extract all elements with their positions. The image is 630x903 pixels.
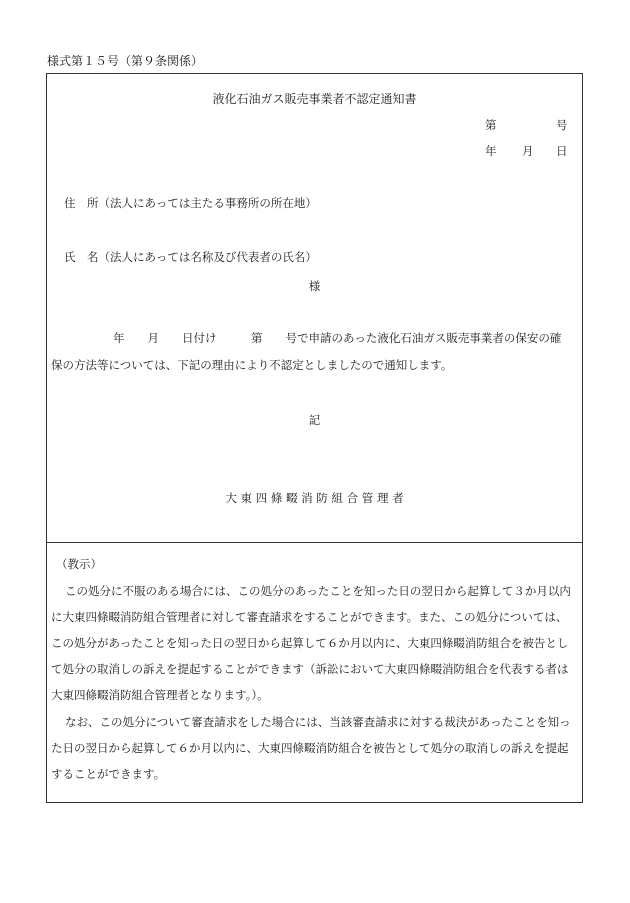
instruction-box: [46, 543, 583, 803]
notice-main-box: [46, 73, 583, 543]
address-label: 住 所（法人にあっては主たる事務所の所在地）: [64, 196, 317, 210]
issuer-name: 大 東 四 條 畷 消 防 組 合 管 理 者: [225, 491, 404, 505]
instruction-heading: （教示）: [56, 557, 102, 571]
ki-marker: 記: [308, 413, 321, 427]
instruction-line: この処分に不服のある場合には、この処分のあったことを知った日の翌日から起算して３か月以内: [65, 584, 571, 598]
instruction-line: この処分があったことを知った日の翌日から起算して６か月以内に、大東四條畷消防組合を被告とし: [51, 636, 569, 650]
date-year: 年: [485, 144, 497, 158]
date-day: 日: [556, 144, 568, 158]
instruction-line: 大東四條畷消防組合管理者となります。）。: [51, 688, 269, 702]
name-label: 氏 名（法人にあっては名称及び代表者の氏名）: [64, 250, 317, 264]
instruction-line: た日の翌日から起算して６か月以内に、大東四條畷消防組合を被告として処分の取消しの訴えを提起: [51, 741, 569, 755]
date-month: 月: [522, 144, 534, 158]
honorific-sama: 様: [308, 279, 321, 293]
document-title: 液化石油ガス販売事業者不認定通知書: [212, 92, 417, 106]
body-text-line-2: 保の方法等については、下記の理由により不認定としましたので通知します。: [51, 358, 453, 372]
instruction-line: て処分の取消しの訴えを提起することができます（訴訟において大東四條畷消防組合を代表する者は: [51, 662, 569, 676]
instruction-line: に大東四條畷消防組合管理者に対して審査請求をすることができます。また、この処分については、: [51, 610, 568, 624]
number-prefix: 第: [485, 118, 497, 132]
number-suffix: 号: [556, 118, 568, 132]
form-number-label: 様式第１５号（第９条関係）: [47, 54, 204, 68]
body-text-line-1: 年 月 日付け 第 号で申請のあった液化石油ガス販売事業者の保安の確: [113, 331, 562, 345]
instruction-line: なお、この処分について審査請求をした場合には、当該審査請求に対する裁決があったことを知っ: [65, 715, 571, 729]
instruction-line: することができます。: [51, 767, 166, 781]
